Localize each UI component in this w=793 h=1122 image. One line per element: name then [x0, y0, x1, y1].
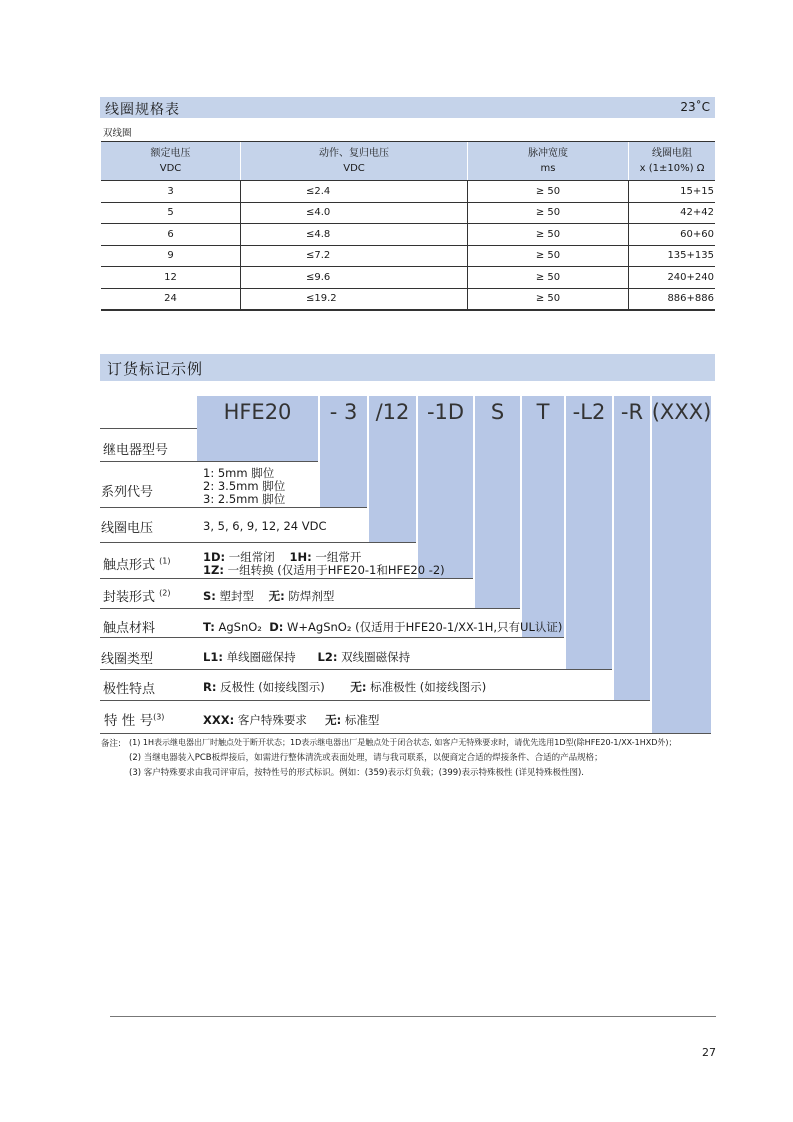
- divider-series: [100, 507, 367, 508]
- label-contact-form: 触点形式 $^{(1)}$: [103, 556, 171, 573]
- divider-top: [100, 428, 197, 429]
- divider-material: [100, 637, 564, 638]
- label-polarity: 极性特点: [103, 682, 156, 697]
- contact-material-desc: T: AgSnO₂ D: W+AgSnO₂ (仅适用于HFE20-1/XX-1H,只有UL认证): [203, 620, 563, 634]
- contact-form-line2: 1Z: 一组转换 (仅适用于HFE20-1和HFE20 -2): [203, 563, 445, 577]
- label-contact-material: 触点材料: [103, 621, 156, 636]
- cell-voltage: 6: [101, 224, 241, 246]
- table-row: [101, 288, 715, 310]
- code-segment-relay: HFE20: [223, 400, 292, 424]
- divider-coil-type: [100, 669, 612, 670]
- cell-resistance: 135+135: [629, 245, 716, 267]
- divider-bottom: [100, 733, 711, 734]
- coil-voltage-desc: 3, 5, 6, 9, 12, 24 VDC: [203, 519, 327, 533]
- table-row: [101, 245, 715, 267]
- divider-contact-form: [100, 578, 473, 579]
- contact-form-line1: 1D: 一组常闭 1H: 一组常开: [203, 550, 362, 564]
- enclosure-desc: S: 塑封型 无: 防焊剂型: [203, 589, 335, 603]
- series-option-3: 3: 2.5mm 脚位: [203, 492, 286, 506]
- divider-enclosure: [100, 608, 520, 609]
- header-coil-resistance: 线圈电阻 x (1±10%) Ω: [629, 142, 716, 181]
- header-pulse-width: 脉冲宽度 ms: [468, 142, 629, 181]
- footer-divider: [110, 1016, 716, 1017]
- diagram-block-special: [652, 396, 711, 733]
- label-special: 特 性 号$^{(3)}$: [104, 712, 165, 729]
- cell-pulse: ≥ 50: [468, 202, 629, 224]
- coil-type-desc: L1: 单线圈磁保持 L2: 双线圈磁保持: [203, 650, 411, 664]
- table-row: [101, 267, 715, 289]
- note-2: (2) 当继电器装入PCB板焊接后，如需进行整体清洗或表面处理，请与我司联系，以便商定合适的焊接条件、合适的产品规格；: [129, 753, 603, 763]
- code-segment-special: (XXX): [651, 400, 712, 424]
- label-series: 系列代号: [101, 485, 154, 500]
- divider-relay-type: [100, 461, 318, 462]
- note-3: (3) 客户特殊要求由我司评审后，按特性号的形式标识。例如：(359)表示灯负载；(399)表示特殊极性 (详见特殊极性图).: [129, 768, 584, 778]
- cell-resistance: 60+60: [629, 224, 716, 246]
- label-enclosure: 封装形式 $^{(2)}$: [103, 588, 171, 605]
- cell-op-voltage: ≤7.2: [241, 245, 468, 267]
- code-segment-coil-type: -L2: [572, 400, 606, 424]
- header-rated-voltage: 额定电压 VDC: [101, 142, 241, 181]
- code-segment-contact-form: -1D: [426, 400, 465, 424]
- cell-voltage: 3: [101, 181, 241, 203]
- cell-op-voltage: ≤4.8: [241, 224, 468, 246]
- table-row: [101, 181, 715, 203]
- cell-resistance: 15+15: [629, 181, 716, 203]
- table-row: [101, 202, 715, 224]
- cell-voltage: 12: [101, 267, 241, 289]
- cell-voltage: 5: [101, 202, 241, 224]
- cell-resistance: 42+42: [629, 202, 716, 224]
- divider-voltage: [100, 542, 416, 543]
- divider-polarity: [100, 700, 650, 701]
- cell-pulse: ≥ 50: [468, 267, 629, 289]
- coil-spec-title: 线圈规格表: [105, 102, 180, 118]
- cell-pulse: ≥ 50: [468, 224, 629, 246]
- cell-op-voltage: ≤19.2: [241, 288, 468, 310]
- code-segment-enclosure: S: [490, 400, 505, 424]
- cell-resistance: 886+886: [629, 288, 716, 310]
- ordering-title: 订货标记示例: [107, 360, 204, 378]
- notes-prefix: 备注:: [101, 739, 121, 749]
- cell-pulse: ≥ 50: [468, 288, 629, 310]
- cell-op-voltage: ≤2.4: [241, 181, 468, 203]
- cell-op-voltage: ≤4.0: [241, 202, 468, 224]
- code-segment-material: T: [536, 400, 550, 424]
- header-operate-voltage: 动作、复归电压 VDC: [241, 142, 468, 181]
- cell-pulse: ≥ 50: [468, 181, 629, 203]
- label-relay-type: 继电器型号: [103, 443, 169, 458]
- page-number: 27: [702, 1046, 716, 1059]
- note-1: (1) 1H表示继电器出厂时触点处于断开状态；1D表示继电器出厂是触点处于闭合状态, 如客户无特殊要求时，请优先选用1D型(除HFE20-1/XX-1HXD外)；: [129, 738, 677, 747]
- polarity-desc: R: 反极性 (如接线图示) 无: 标准极性 (如接线图示): [203, 680, 487, 694]
- cell-voltage: 24: [101, 288, 241, 310]
- code-segment-voltage: /12: [375, 400, 410, 424]
- label-coil-voltage: 线圈电压: [101, 521, 154, 536]
- label-coil-type: 线圈类型: [101, 652, 154, 667]
- code-segment-series: - 3: [329, 400, 358, 424]
- coil-spec-title-bar: [100, 97, 715, 118]
- diagram-block-coil-type: [566, 396, 612, 669]
- cell-pulse: ≥ 50: [468, 245, 629, 267]
- cell-resistance: 240+240: [629, 267, 716, 289]
- code-segment-polarity: -R: [620, 400, 644, 424]
- series-option-1: 1: 5mm 脚位: [203, 466, 275, 480]
- diagram-block-material: [522, 396, 564, 637]
- coil-spec-subtitle: 双线圈: [103, 128, 132, 139]
- table-row: [101, 224, 715, 246]
- coil-spec-temperature: 23˚C: [680, 100, 710, 114]
- special-desc: XXX: 客户特殊要求 无: 标准型: [203, 713, 380, 727]
- coil-spec-table: [101, 141, 715, 311]
- table-header-row: [101, 142, 715, 181]
- cell-voltage: 9: [101, 245, 241, 267]
- cell-op-voltage: ≤9.6: [241, 267, 468, 289]
- diagram-block-polarity: [614, 396, 650, 700]
- series-option-2: 2: 3.5mm 脚位: [203, 479, 286, 493]
